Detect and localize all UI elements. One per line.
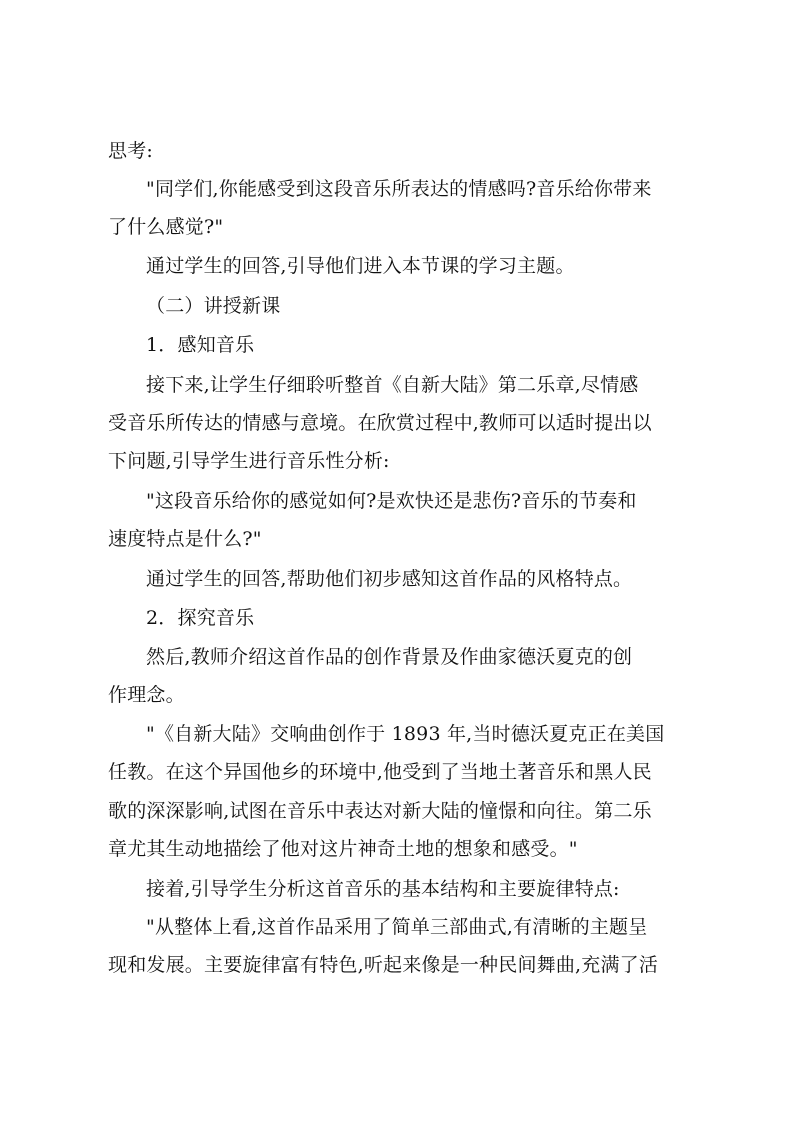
text-line-background-2: 作理念。	[108, 684, 185, 706]
text-line-guide-topic: 通过学生的回答,引导他们进入本节课的学习主题。	[146, 255, 575, 277]
text-line-thinking-label: 思考:	[108, 140, 154, 162]
text-line-style-features: 通过学生的回答,帮助他们初步感知这首作品的风格特点。	[146, 568, 633, 590]
text-line-quote-1: "《自新大陆》交响曲创作于 1893 年,当时德沃夏克正在美国	[146, 723, 665, 745]
text-line-structure-1: "从整体上看,这首作品采用了简单三部曲式,有清晰的主题呈	[146, 916, 648, 938]
text-line-listen-3: 下问题,引导学生进行音乐性分析:	[108, 450, 390, 472]
text-line-background-1: 然后,教师介绍这首作品的创作背景及作曲家德沃夏克的创	[146, 646, 633, 668]
text-line-question-2: "这段音乐给你的感觉如何?是欢快还是悲伤?音乐的节奏和	[146, 490, 637, 512]
text-line-quote-4: 章尤其生动地描绘了他对这片神奇土地的想象和感受。"	[108, 838, 578, 860]
text-line-question-2-cont: 速度特点是什么?"	[108, 528, 262, 550]
text-line-analyze-structure: 接着,引导学生分析这首音乐的基本结构和主要旋律特点:	[146, 878, 620, 900]
text-line-quote-2: 任教。在这个异国他乡的环境中,他受到了当地土著音乐和黑人民	[108, 761, 652, 783]
text-line-question-1-cont: 了什么感觉?"	[108, 216, 224, 238]
text-line-listen-2: 受音乐所传达的情感与意境。在欣赏过程中,教师可以适时提出以	[108, 412, 652, 434]
subheading-perceive-music: 1．感知音乐	[146, 334, 255, 356]
text-line-question-1: "同学们,你能感受到这段音乐所表达的情感吗?音乐给你带来	[146, 178, 652, 200]
subheading-explore-music: 2．探究音乐	[146, 607, 255, 629]
text-line-quote-3: 歌的深深影响,试图在音乐中表达对新大陆的憧憬和向往。第二乐	[108, 800, 652, 822]
section-heading-new-lesson: （二）讲授新课	[146, 295, 281, 317]
text-line-listen-1: 接下来,让学生仔细聆听整首《自新大陆》第二乐章,尽情感	[146, 374, 639, 396]
text-line-structure-2: 现和发展。主要旋律富有特色,听起来像是一种民间舞曲,充满了活	[108, 954, 659, 976]
